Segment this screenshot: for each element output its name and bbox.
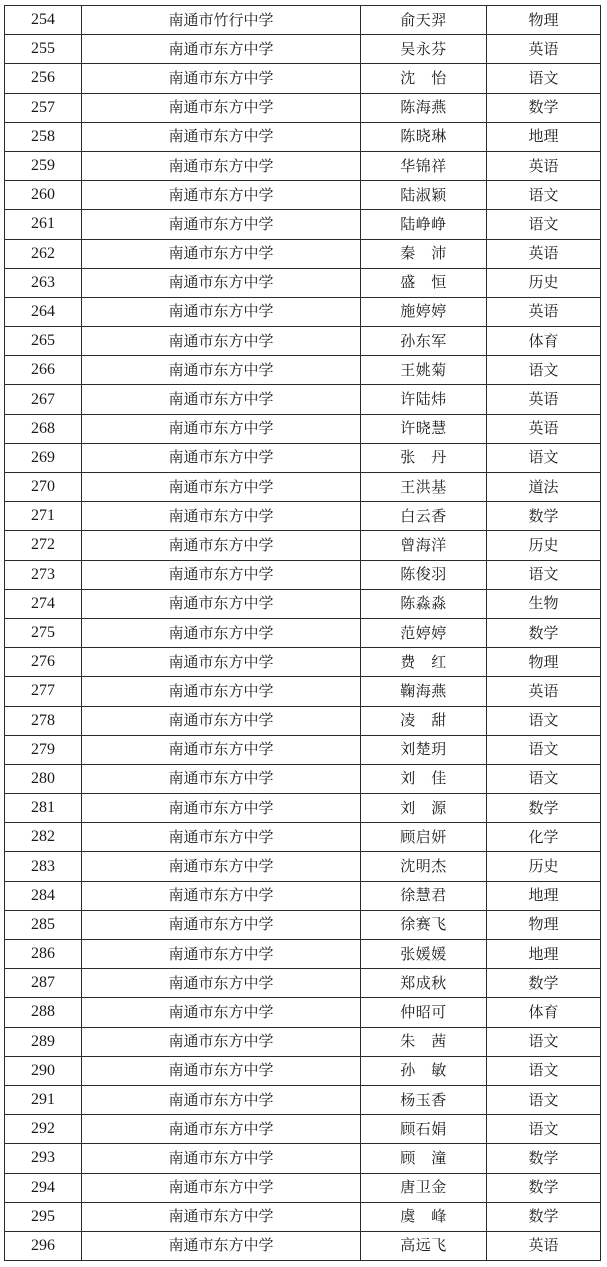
teacher-name-cell: 孙 敏 (361, 1056, 487, 1085)
subject-cell: 数学 (487, 502, 601, 531)
school-cell: 南通市东方中学 (82, 764, 361, 793)
teacher-name-cell: 郑成秋 (361, 969, 487, 998)
subject-cell: 数学 (487, 1173, 601, 1202)
row-number-cell: 291 (5, 1085, 82, 1114)
subject-cell: 英语 (487, 385, 601, 414)
subject-cell: 道法 (487, 473, 601, 502)
teacher-name-cell: 沈明杰 (361, 852, 487, 881)
subject-cell: 语文 (487, 356, 601, 385)
subject-cell: 英语 (487, 414, 601, 443)
table-row (5, 910, 601, 939)
school-cell: 南通市东方中学 (82, 502, 361, 531)
teacher-name-cell: 秦 沛 (361, 239, 487, 268)
school-cell: 南通市东方中学 (82, 64, 361, 93)
row-number-cell: 286 (5, 940, 82, 969)
row-number-cell: 279 (5, 735, 82, 764)
school-cell: 南通市东方中学 (82, 268, 361, 297)
row-number-cell: 289 (5, 1027, 82, 1056)
school-cell: 南通市东方中学 (82, 735, 361, 764)
subject-cell: 历史 (487, 852, 601, 881)
table-row (5, 1115, 601, 1144)
teacher-name-cell: 孙东军 (361, 327, 487, 356)
school-cell: 南通市东方中学 (82, 297, 361, 326)
table-row (5, 502, 601, 531)
school-cell: 南通市东方中学 (82, 356, 361, 385)
table-row (5, 706, 601, 735)
subject-cell: 地理 (487, 122, 601, 151)
school-cell: 南通市东方中学 (82, 93, 361, 122)
row-number-cell: 292 (5, 1115, 82, 1144)
row-number-cell: 276 (5, 648, 82, 677)
row-number-cell: 259 (5, 151, 82, 180)
row-number-cell: 264 (5, 297, 82, 326)
subject-cell: 语文 (487, 1027, 601, 1056)
row-number-cell: 294 (5, 1173, 82, 1202)
subject-cell: 英语 (487, 239, 601, 268)
school-cell: 南通市东方中学 (82, 239, 361, 268)
row-number-cell: 293 (5, 1144, 82, 1173)
school-cell: 南通市东方中学 (82, 1231, 361, 1260)
row-number-cell: 296 (5, 1231, 82, 1260)
teacher-name-cell: 顾 潼 (361, 1144, 487, 1173)
school-cell: 南通市东方中学 (82, 852, 361, 881)
teacher-name-cell: 陈俊羽 (361, 560, 487, 589)
teacher-name-cell: 徐赛飞 (361, 910, 487, 939)
teacher-name-cell: 施婷婷 (361, 297, 487, 326)
teacher-name-cell: 王洪基 (361, 473, 487, 502)
row-number-cell: 281 (5, 794, 82, 823)
school-cell: 南通市东方中学 (82, 35, 361, 64)
row-number-cell: 261 (5, 210, 82, 239)
subject-cell: 语文 (487, 181, 601, 210)
table-row (5, 531, 601, 560)
table-row (5, 239, 601, 268)
school-cell: 南通市东方中学 (82, 794, 361, 823)
teacher-name-cell: 吴永芬 (361, 35, 487, 64)
teacher-name-cell: 陆淑颖 (361, 181, 487, 210)
subject-cell: 数学 (487, 93, 601, 122)
row-number-cell: 287 (5, 969, 82, 998)
subject-cell: 数学 (487, 969, 601, 998)
teacher-name-cell: 陆峥峥 (361, 210, 487, 239)
subject-cell: 语文 (487, 1056, 601, 1085)
teacher-name-cell: 华锦祥 (361, 151, 487, 180)
row-number-cell: 263 (5, 268, 82, 297)
school-cell: 南通市东方中学 (82, 1202, 361, 1231)
school-cell: 南通市东方中学 (82, 998, 361, 1027)
table-row (5, 181, 601, 210)
table-row (5, 940, 601, 969)
school-cell: 南通市东方中学 (82, 823, 361, 852)
row-number-cell: 272 (5, 531, 82, 560)
subject-cell: 英语 (487, 35, 601, 64)
school-cell: 南通市东方中学 (82, 1144, 361, 1173)
row-number-cell: 283 (5, 852, 82, 881)
school-cell: 南通市东方中学 (82, 560, 361, 589)
table-row (5, 764, 601, 793)
school-cell: 南通市东方中学 (82, 1115, 361, 1144)
row-number-cell: 256 (5, 64, 82, 93)
table-row (5, 327, 601, 356)
teacher-name-cell: 刘 源 (361, 794, 487, 823)
teacher-name-cell: 顾启妍 (361, 823, 487, 852)
table-row (5, 1027, 601, 1056)
row-number-cell: 290 (5, 1056, 82, 1085)
table-row (5, 1056, 601, 1085)
school-cell: 南通市东方中学 (82, 969, 361, 998)
subject-cell: 英语 (487, 677, 601, 706)
teacher-name-cell: 王姚菊 (361, 356, 487, 385)
school-cell: 南通市东方中学 (82, 443, 361, 472)
teacher-name-cell: 高远飞 (361, 1231, 487, 1260)
teacher-name-cell: 凌 甜 (361, 706, 487, 735)
table-row (5, 122, 601, 151)
row-number-cell: 258 (5, 122, 82, 151)
school-cell: 南通市东方中学 (82, 1085, 361, 1114)
table-row (5, 1231, 601, 1260)
subject-cell: 语文 (487, 706, 601, 735)
subject-cell: 语文 (487, 560, 601, 589)
row-number-cell: 278 (5, 706, 82, 735)
table-row (5, 560, 601, 589)
teacher-name-cell: 白云香 (361, 502, 487, 531)
subject-cell: 数学 (487, 618, 601, 647)
subject-cell: 语文 (487, 1115, 601, 1144)
row-number-cell: 274 (5, 589, 82, 618)
school-cell: 南通市东方中学 (82, 1173, 361, 1202)
table-row (5, 1144, 601, 1173)
subject-cell: 历史 (487, 531, 601, 560)
table-row (5, 677, 601, 706)
subject-cell: 历史 (487, 268, 601, 297)
row-number-cell: 254 (5, 6, 82, 35)
row-number-cell: 267 (5, 385, 82, 414)
school-cell: 南通市东方中学 (82, 881, 361, 910)
row-number-cell: 285 (5, 910, 82, 939)
table-row (5, 443, 601, 472)
school-cell: 南通市东方中学 (82, 618, 361, 647)
teacher-name-cell: 许陆炜 (361, 385, 487, 414)
school-cell: 南通市东方中学 (82, 910, 361, 939)
table-row (5, 589, 601, 618)
teacher-name-cell: 盛 恒 (361, 268, 487, 297)
row-number-cell: 270 (5, 473, 82, 502)
table-row (5, 473, 601, 502)
subject-cell: 地理 (487, 940, 601, 969)
subject-cell: 地理 (487, 881, 601, 910)
row-number-cell: 255 (5, 35, 82, 64)
row-number-cell: 275 (5, 618, 82, 647)
teacher-name-cell: 许晓慧 (361, 414, 487, 443)
row-number-cell: 269 (5, 443, 82, 472)
school-cell: 南通市东方中学 (82, 385, 361, 414)
subject-cell: 英语 (487, 297, 601, 326)
teacher-name-cell: 张 丹 (361, 443, 487, 472)
teacher-name-cell: 鞠海燕 (361, 677, 487, 706)
subject-cell: 语文 (487, 1085, 601, 1114)
teacher-name-cell: 仲昭可 (361, 998, 487, 1027)
table-row (5, 6, 601, 35)
teacher-name-cell: 顾石娟 (361, 1115, 487, 1144)
school-cell: 南通市东方中学 (82, 1056, 361, 1085)
subject-cell: 生物 (487, 589, 601, 618)
subject-cell: 物理 (487, 648, 601, 677)
teacher-name-cell: 朱 茜 (361, 1027, 487, 1056)
subject-cell: 数学 (487, 1202, 601, 1231)
table-row (5, 1173, 601, 1202)
teacher-name-cell: 刘 佳 (361, 764, 487, 793)
row-number-cell: 288 (5, 998, 82, 1027)
subject-cell: 化学 (487, 823, 601, 852)
row-number-cell: 271 (5, 502, 82, 531)
subject-cell: 物理 (487, 910, 601, 939)
row-number-cell: 277 (5, 677, 82, 706)
teacher-name-cell: 陈晓琳 (361, 122, 487, 151)
subject-cell: 英语 (487, 151, 601, 180)
row-number-cell: 262 (5, 239, 82, 268)
table-row (5, 648, 601, 677)
teacher-name-cell: 刘楚玥 (361, 735, 487, 764)
row-number-cell: 295 (5, 1202, 82, 1231)
table-row (5, 356, 601, 385)
table-row (5, 998, 601, 1027)
table-row (5, 268, 601, 297)
table-row (5, 969, 601, 998)
table-row (5, 210, 601, 239)
table-row (5, 93, 601, 122)
school-cell: 南通市东方中学 (82, 122, 361, 151)
teacher-name-cell: 张媛媛 (361, 940, 487, 969)
subject-cell: 语文 (487, 443, 601, 472)
school-cell: 南通市东方中学 (82, 151, 361, 180)
table-row (5, 1085, 601, 1114)
school-cell: 南通市东方中学 (82, 327, 361, 356)
teacher-name-cell: 唐卫金 (361, 1173, 487, 1202)
teacher-name-cell: 徐慧君 (361, 881, 487, 910)
table-row (5, 881, 601, 910)
school-cell: 南通市东方中学 (82, 589, 361, 618)
row-number-cell: 273 (5, 560, 82, 589)
subject-cell: 数学 (487, 1144, 601, 1173)
school-cell: 南通市东方中学 (82, 414, 361, 443)
table-row (5, 794, 601, 823)
teacher-name-cell: 陈淼淼 (361, 589, 487, 618)
row-number-cell: 257 (5, 93, 82, 122)
table-row (5, 297, 601, 326)
subject-cell: 英语 (487, 1231, 601, 1260)
subject-cell: 语文 (487, 764, 601, 793)
table-row (5, 414, 601, 443)
school-cell: 南通市东方中学 (82, 531, 361, 560)
row-number-cell: 266 (5, 356, 82, 385)
roster-table (4, 5, 601, 1261)
table-row (5, 151, 601, 180)
teacher-name-cell: 沈 怡 (361, 64, 487, 93)
teacher-name-cell: 范婷婷 (361, 618, 487, 647)
school-cell: 南通市竹行中学 (82, 6, 361, 35)
subject-cell: 数学 (487, 794, 601, 823)
school-cell: 南通市东方中学 (82, 677, 361, 706)
table-row (5, 1202, 601, 1231)
row-number-cell: 265 (5, 327, 82, 356)
school-cell: 南通市东方中学 (82, 210, 361, 239)
teacher-name-cell: 杨玉香 (361, 1085, 487, 1114)
subject-cell: 语文 (487, 735, 601, 764)
table-row (5, 735, 601, 764)
row-number-cell: 284 (5, 881, 82, 910)
table-row (5, 385, 601, 414)
subject-cell: 语文 (487, 64, 601, 93)
row-number-cell: 282 (5, 823, 82, 852)
table-row (5, 64, 601, 93)
school-cell: 南通市东方中学 (82, 648, 361, 677)
subject-cell: 语文 (487, 210, 601, 239)
row-number-cell: 280 (5, 764, 82, 793)
teacher-name-cell: 费 红 (361, 648, 487, 677)
subject-cell: 物理 (487, 6, 601, 35)
school-cell: 南通市东方中学 (82, 1027, 361, 1056)
teacher-name-cell: 曾海洋 (361, 531, 487, 560)
school-cell: 南通市东方中学 (82, 706, 361, 735)
table-row (5, 618, 601, 647)
subject-cell: 体育 (487, 327, 601, 356)
roster-table-body (5, 6, 601, 1261)
school-cell: 南通市东方中学 (82, 940, 361, 969)
subject-cell: 体育 (487, 998, 601, 1027)
row-number-cell: 268 (5, 414, 82, 443)
teacher-name-cell: 俞天羿 (361, 6, 487, 35)
teacher-name-cell: 虞 峰 (361, 1202, 487, 1231)
row-number-cell: 260 (5, 181, 82, 210)
table-row (5, 852, 601, 881)
school-cell: 南通市东方中学 (82, 181, 361, 210)
table-row (5, 35, 601, 64)
school-cell: 南通市东方中学 (82, 473, 361, 502)
teacher-name-cell: 陈海燕 (361, 93, 487, 122)
table-row (5, 823, 601, 852)
